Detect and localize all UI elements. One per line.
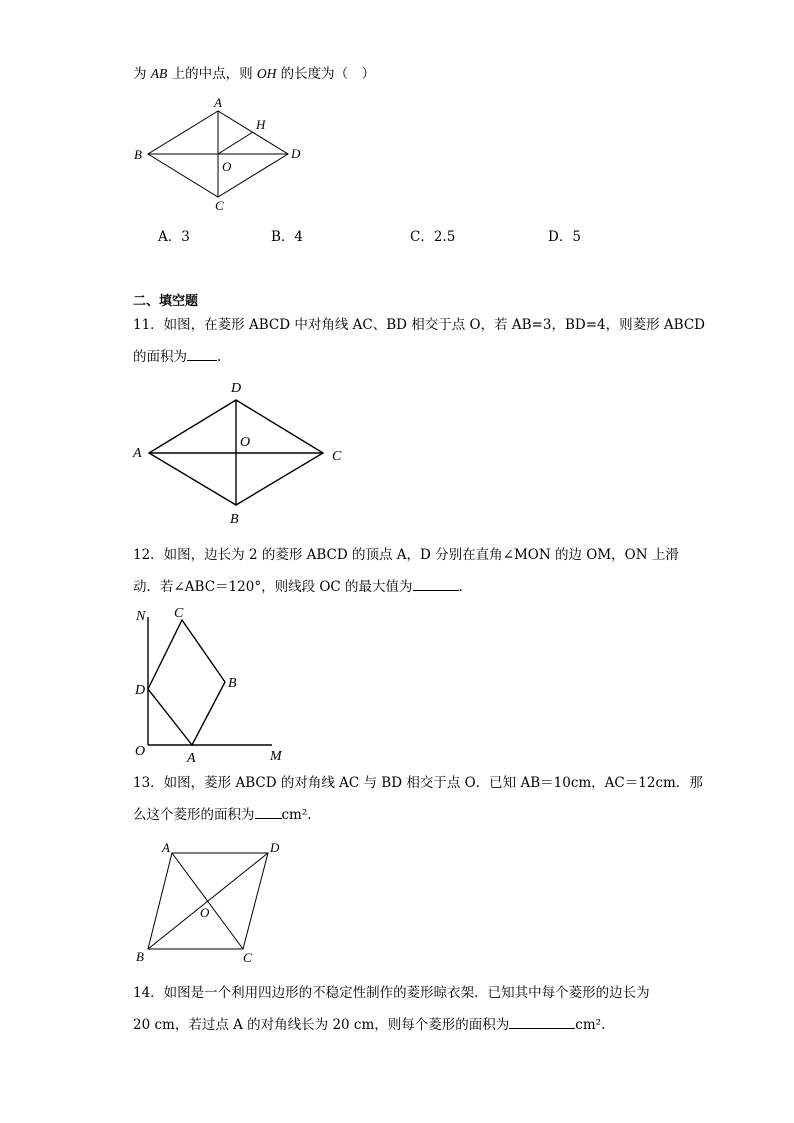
q14-line-2-pre: 20 cm，若过点 A 的对角线长为 20 cm，则每个菱形的面积为 [133, 1017, 510, 1033]
q13-label-a: A [162, 840, 170, 855]
section-title: 二、填空题 [133, 294, 199, 309]
q10-figure [130, 95, 310, 215]
q10-tail-text [133, 66, 375, 82]
q10-tail-oh: OH [256, 66, 277, 81]
q12-line-2-post: ． [458, 579, 473, 595]
q11-answer-blank[interactable] [187, 348, 217, 361]
q10-label-o: O [222, 159, 232, 174]
q13-label-b: B [136, 949, 144, 964]
q12-label-b: B [228, 676, 237, 691]
q12-line-2-pre: 动．若∠ABC＝120°，则线段 OC 的最大值为 [133, 579, 413, 595]
q12-label-n: N [136, 609, 146, 624]
q10-tail-post: 的长度为（ ） [276, 66, 376, 82]
q10-choice-b: B．4 [271, 229, 304, 245]
q13-figure [130, 836, 300, 971]
q13-line-2-post: cm². [281, 807, 312, 823]
q13-label-d: D [270, 840, 280, 855]
q14-answer-blank[interactable] [509, 1016, 575, 1029]
q13-line-2 [133, 806, 312, 823]
q10-label-d: D [291, 146, 301, 161]
q12-line-1: 12．如图，边长为 2 的菱形 ABCD 的顶点 A，D 分别在直角∠MON 的边 OM，ON 上滑 [133, 547, 679, 563]
q12-label-d: D [135, 683, 146, 698]
q12-line-2 [133, 578, 472, 595]
q12-answer-blank[interactable] [413, 578, 459, 591]
q11-label-b: B [230, 512, 239, 527]
q12-figure [130, 605, 300, 765]
q12-label-c: C [174, 606, 184, 621]
q10-tail-mid: 上的中点，则 [167, 66, 257, 82]
q14-line-1: 14．如图是一个利用四边形的不稳定性制作的菱形晾衣架．已知其中每个菱形的边长为 [133, 985, 650, 1001]
q12-label-m: M [270, 749, 282, 764]
q13-line-1: 13．如图，菱形 ABCD 的对角线 AC 与 BD 相交于点 O．已知 AB＝10cm，AC＝12cm．那 [133, 775, 703, 791]
q10-tail-pre: 为 [133, 66, 151, 82]
q10-choice-a: A．3 [158, 229, 190, 245]
q11-line-2 [133, 348, 221, 365]
q11-line-1: 11．如图，在菱形 ABCD 中对角线 AC、BD 相交于点 O，若 AB=3，BD=4，则菱形 ABCD [133, 317, 705, 333]
q12-label-o: O [135, 744, 146, 759]
q11-label-c: C [332, 449, 342, 464]
q12-label-a: A [187, 751, 196, 766]
q11-figure [130, 378, 350, 528]
q13-line-2-pre: 么这个菱形的面积为 [133, 807, 255, 823]
q11-line-2-post: . [217, 349, 222, 365]
q13-diagonal-bd [148, 853, 268, 949]
q10-label-c: C [215, 198, 224, 213]
q11-label-o: O [240, 435, 251, 450]
q13-label-c: C [243, 950, 252, 965]
q11-line-2-pre: 的面积为 [133, 349, 187, 365]
q10-segment-oh [218, 132, 253, 154]
q13-label-o: O [200, 905, 210, 920]
q10-label-b: B [134, 147, 142, 162]
q10-choice-c: C．2.5 [410, 229, 456, 245]
q10-choice-d: D．5 [548, 229, 581, 245]
q10-tail-ab: AB [150, 66, 168, 81]
q11-label-a: A [133, 446, 142, 461]
q12-rhombus [148, 620, 225, 745]
q14-line-2-post: cm². [575, 1017, 606, 1033]
q13-answer-blank[interactable] [255, 806, 282, 819]
q11-label-d: D [231, 381, 242, 396]
q10-label-a: A [214, 95, 222, 110]
q10-label-h: H [256, 117, 266, 132]
q14-line-2 [133, 1016, 605, 1033]
